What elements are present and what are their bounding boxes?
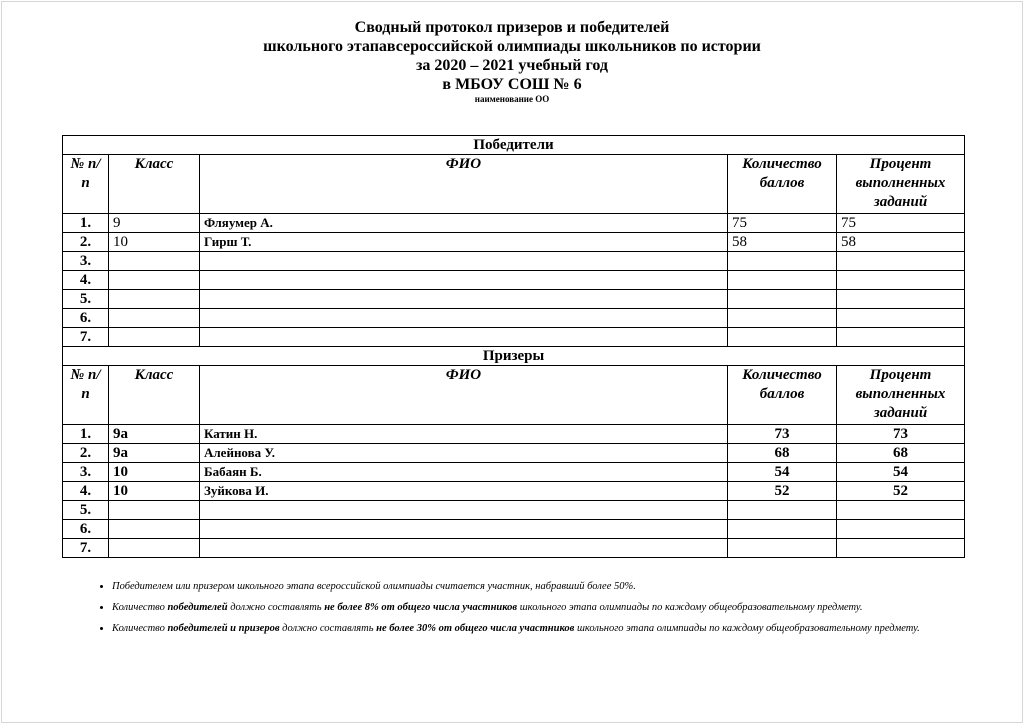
row-percent	[837, 271, 965, 290]
row-score: 54	[728, 463, 837, 482]
row-number: 3.	[63, 252, 109, 271]
document-header	[0, 18, 1024, 105]
header-class: Класс	[109, 366, 200, 425]
header-score: Количество баллов	[728, 366, 837, 425]
row-score	[728, 252, 837, 271]
note-text: должно составлять	[279, 623, 377, 634]
note-emphasis: победителей	[167, 602, 228, 613]
table-row	[63, 539, 965, 558]
row-fio: Алейнова У.	[200, 444, 728, 463]
note-emphasis: победителей и призеров	[167, 623, 280, 634]
note-emphasis: не более 8% от общего числа участников	[324, 602, 518, 613]
protocol-table-body	[63, 136, 965, 558]
prizewinners-section-row	[63, 347, 965, 366]
row-score: 68	[728, 444, 837, 463]
row-score	[728, 309, 837, 328]
row-class: 10	[109, 482, 200, 501]
row-percent	[837, 328, 965, 347]
row-score	[728, 328, 837, 347]
table-row	[63, 309, 965, 328]
row-number: 6.	[63, 520, 109, 539]
note-item	[112, 620, 952, 637]
table-row	[63, 290, 965, 309]
row-number: 4.	[63, 482, 109, 501]
row-class	[109, 501, 200, 520]
row-class	[109, 309, 200, 328]
table-row	[63, 444, 965, 463]
organization-caption: наименование ОО	[474, 94, 550, 104]
row-number: 2.	[63, 444, 109, 463]
row-fio	[200, 520, 728, 539]
winners-section-title: Победители	[63, 136, 965, 155]
table-row	[63, 425, 965, 444]
table-row	[63, 501, 965, 520]
table-row	[63, 233, 965, 252]
row-fio	[200, 290, 728, 309]
row-percent: 54	[837, 463, 965, 482]
row-score: 52	[728, 482, 837, 501]
table-row	[63, 463, 965, 482]
header-number: № п/п	[63, 155, 109, 214]
title-line-3: за 2020 – 2021 учебный год	[416, 57, 608, 74]
row-percent	[837, 501, 965, 520]
row-fio: Бабаян Б.	[200, 463, 728, 482]
column-header-row	[63, 155, 965, 214]
row-fio	[200, 328, 728, 347]
note-text: Количество	[112, 602, 168, 613]
row-number: 7.	[63, 328, 109, 347]
row-percent: 73	[837, 425, 965, 444]
row-percent	[837, 309, 965, 328]
row-number: 6.	[63, 309, 109, 328]
row-number: 1.	[63, 425, 109, 444]
row-class: 10	[109, 233, 200, 252]
row-score	[728, 520, 837, 539]
row-score	[728, 501, 837, 520]
row-percent	[837, 252, 965, 271]
note-text: школьного этапа олимпиады по каждому общеобразовательному предмету.	[517, 602, 863, 613]
row-class	[109, 271, 200, 290]
row-percent: 68	[837, 444, 965, 463]
row-number: 3.	[63, 463, 109, 482]
table-row	[63, 520, 965, 539]
row-score	[728, 539, 837, 558]
header-score: Количество баллов	[728, 155, 837, 214]
note-emphasis: не более 30% от общего числа участников	[376, 623, 575, 634]
row-score	[728, 271, 837, 290]
row-fio	[200, 252, 728, 271]
header-percent: Процент выполненных заданий	[837, 155, 965, 214]
row-class: 9а	[109, 444, 200, 463]
title-line-2: школьного этапавсероссийской олимпиады школьников по истории	[263, 38, 761, 55]
winners-section-row	[63, 136, 965, 155]
header-number: № п/п	[63, 366, 109, 425]
row-number: 7.	[63, 539, 109, 558]
row-score: 75	[728, 214, 837, 233]
row-fio	[200, 309, 728, 328]
header-fio: ФИО	[200, 366, 728, 425]
table-row	[63, 252, 965, 271]
table-row	[63, 271, 965, 290]
header-percent: Процент выполненных заданий	[837, 366, 965, 425]
row-fio	[200, 539, 728, 558]
row-percent: 58	[837, 233, 965, 252]
table-row	[63, 214, 965, 233]
row-number: 4.	[63, 271, 109, 290]
title-line-4: в МБОУ СОШ № 6	[442, 76, 582, 93]
row-fio: Фляумер А.	[200, 214, 728, 233]
row-class: 10	[109, 463, 200, 482]
note-text: Победителем или призером школьного этапа всероссийской олимпиады считается участник, набравший более 50%.	[112, 581, 636, 592]
row-class	[109, 539, 200, 558]
row-fio: Зуйкова И.	[200, 482, 728, 501]
row-fio: Гирш Т.	[200, 233, 728, 252]
row-percent	[837, 539, 965, 558]
header-fio: ФИО	[200, 155, 728, 214]
row-number: 5.	[63, 290, 109, 309]
row-number: 5.	[63, 501, 109, 520]
row-percent	[837, 520, 965, 539]
row-class	[109, 520, 200, 539]
header-class: Класс	[109, 155, 200, 214]
table-row	[63, 482, 965, 501]
note-text: школьного этапа олимпиады по каждому общеобразовательному предмету.	[574, 623, 920, 634]
row-class: 9	[109, 214, 200, 233]
title-line-1: Сводный протокол призеров и победителей	[354, 19, 670, 36]
row-class	[109, 328, 200, 347]
row-score: 58	[728, 233, 837, 252]
column-header-row	[63, 366, 965, 425]
row-number: 2.	[63, 233, 109, 252]
row-class: 9а	[109, 425, 200, 444]
row-percent: 52	[837, 482, 965, 501]
note-item	[112, 578, 952, 595]
row-fio: Катин Н.	[200, 425, 728, 444]
row-class	[109, 290, 200, 309]
row-number: 1.	[63, 214, 109, 233]
note-text: должно составлять	[227, 602, 325, 613]
row-fio	[200, 501, 728, 520]
table-row	[63, 328, 965, 347]
row-percent	[837, 290, 965, 309]
row-fio	[200, 271, 728, 290]
row-percent: 75	[837, 214, 965, 233]
row-score: 73	[728, 425, 837, 444]
prizewinners-section-title: Призеры	[63, 347, 965, 366]
note-text: Количество	[112, 623, 168, 634]
protocol-table	[62, 135, 965, 558]
row-class	[109, 252, 200, 271]
note-item	[112, 599, 952, 616]
row-score	[728, 290, 837, 309]
notes-list	[88, 578, 952, 641]
